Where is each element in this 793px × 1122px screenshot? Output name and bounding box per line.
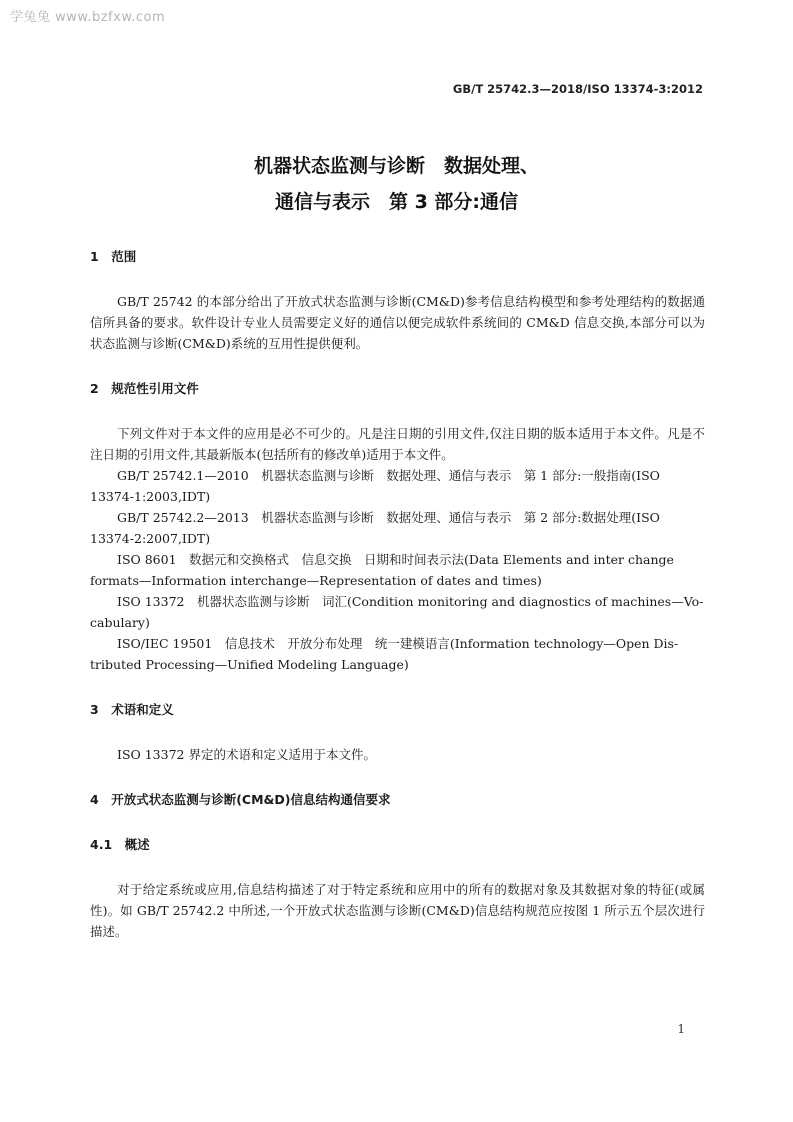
- document-title: [0, 148, 793, 220]
- reference-line: ISO 13372 机器状态监测与诊断 词汇(Condition monitoring and diagnostics of machines—Vo-: [117, 594, 704, 609]
- section-1: [90, 246, 705, 354]
- section-4-1: [90, 834, 705, 942]
- section-paragraph: GB/T 25742 的本部分给出了开放式状态监测与诊断(CM&D)参考信息结构模型和参考处理结构的数据通信所具备的要求。软件设计专业人员需要定义好的通信以便完成软件系统间的 CM&D 信息交换,本部分可以为状态监测与诊断(CM&D)系统的互用性提供便利。: [90, 294, 705, 351]
- section-paragraph: ISO 13372 界定的术语和定义适用于本文件。: [117, 747, 376, 762]
- section-heading: 3 术语和定义: [90, 702, 174, 717]
- title-line-2: 通信与表示 第 3 部分:通信: [274, 191, 519, 213]
- document-body: [90, 246, 705, 966]
- section-heading: 2 规范性引用文件: [90, 381, 199, 396]
- section-heading: 4 开放式状态监测与诊断(CM&D)信息结构通信要求: [90, 792, 391, 807]
- reference-item: [90, 591, 705, 633]
- reference-line: ISO 8601 数据元和交换格式 信息交换 日期和时间表示法(Data Elements and inter change: [117, 552, 674, 567]
- subsection-heading: 4.1 概述: [90, 837, 150, 852]
- reference-item: [90, 465, 705, 507]
- section-3: [90, 699, 705, 765]
- standard-code: GB/T 25742.3—2018/ISO 13374-3:2012: [452, 82, 703, 96]
- section-paragraph: 对于给定系统或应用,信息结构描述了对于特定系统和应用中的所有的数据对象及其数据对象的特征(或属性)。如 GB/T 25742.2 中所述,一个开放式状态监测与诊断(CM&D)信息结构规范应按图 1 所示五个层次进行描述。: [90, 882, 705, 939]
- reference-line: 13374-1:2003,IDT): [90, 489, 211, 504]
- reference-item: [90, 633, 705, 675]
- reference-line: 13374-2:2007,IDT): [90, 531, 211, 546]
- title-line-1: 机器状态监测与诊断 数据处理、: [253, 155, 539, 177]
- section-2: [90, 378, 705, 675]
- reference-line: ISO/IEC 19501 信息技术 开放分布处理 统一建模语言(Information technology—Open Dis-: [117, 636, 679, 651]
- reference-line: GB/T 25742.1—2010 机器状态监测与诊断 数据处理、通信与表示 第 1 部分:一般指南(ISO: [117, 468, 660, 483]
- reference-line: cabulary): [90, 615, 150, 630]
- reference-item: [90, 549, 705, 591]
- section-paragraph: 下列文件对于本文件的应用是必不可少的。凡是注日期的引用文件,仅注日期的版本适用于本文件。凡是不注日期的引用文件,其最新版本(包括所有的修改单)适用于本文件。: [90, 426, 705, 462]
- section-4: [90, 789, 705, 810]
- reference-line: GB/T 25742.2—2013 机器状态监测与诊断 数据处理、通信与表示 第 2 部分:数据处理(ISO: [117, 510, 660, 525]
- reference-item: [90, 507, 705, 549]
- section-heading: 1 范围: [90, 249, 137, 264]
- watermark-text: 学兔兔 www.bzfxw.com: [10, 10, 166, 25]
- page-number: 1: [677, 1022, 685, 1036]
- reference-line: tributed Processing—Unified Modeling Language): [90, 657, 409, 672]
- reference-line: formats—Information interchange—Representation of dates and times): [90, 573, 542, 588]
